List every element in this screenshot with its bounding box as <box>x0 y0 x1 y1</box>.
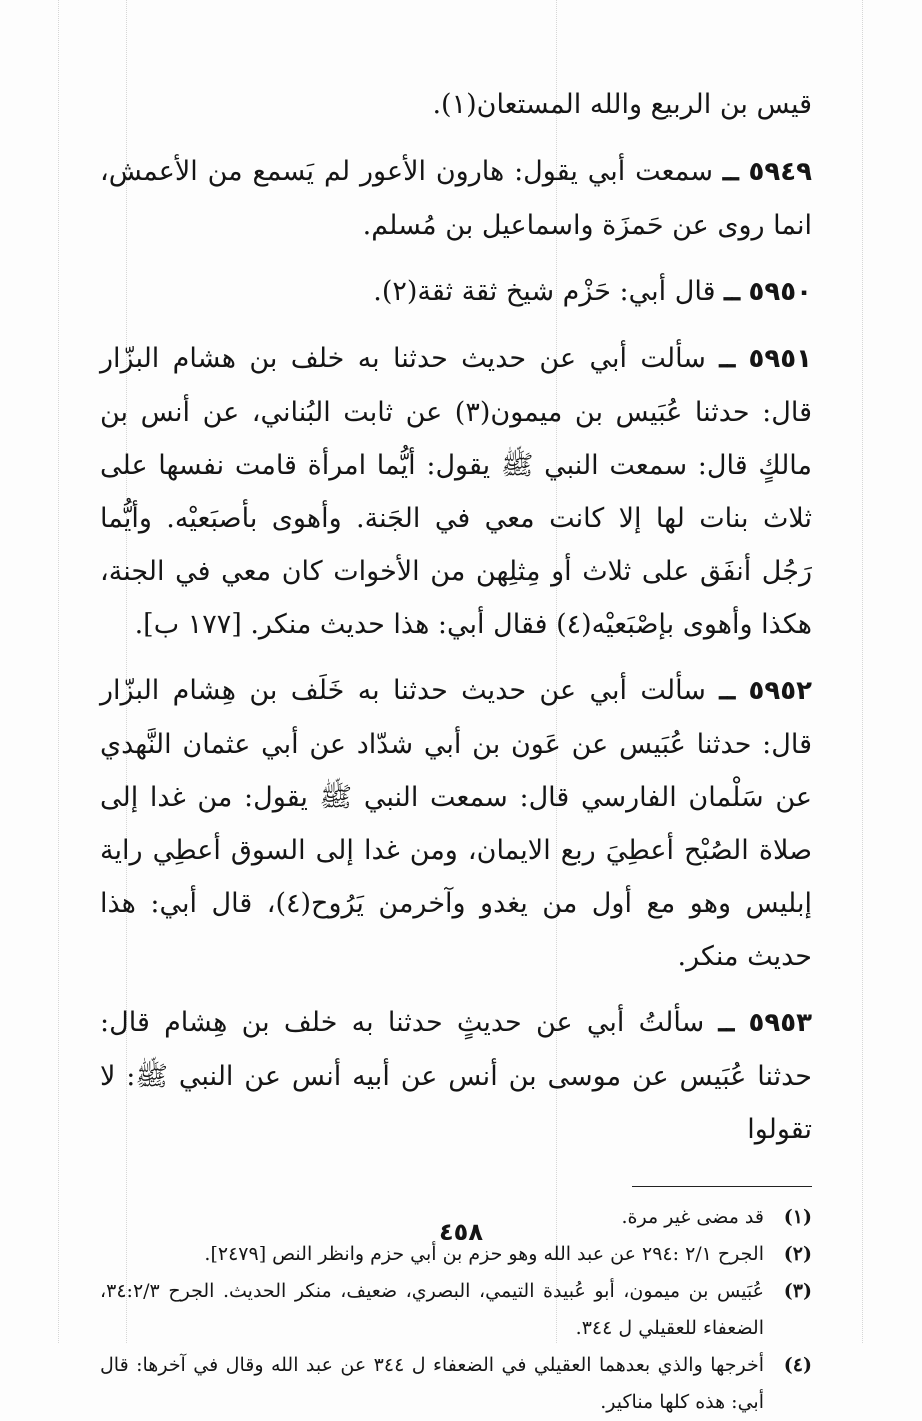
footnote-4 <box>100 1347 812 1421</box>
footnote-text: قد مضى غير مرة. <box>621 1206 764 1228</box>
footnote-text: أخرجها والذي بعدهما العقيلي في الضعفاء ل ٣٤٤ عن عبد الله وقال في آخرها: قال أبي: هذه كلها مناكير. <box>100 1354 764 1413</box>
entry-dash: ــ <box>718 1007 735 1038</box>
entry-text: قال أبي: حَزْم شيخ ثقة ثقة(٢). <box>373 276 716 307</box>
entry-text: سألتُ أبي عن حديثٍ حدثنا به خلف بن هِشام قال: حدثنا عُبَيس عن موسى بن أنس عن أبيه أنس عن النبي ﷺ: لا تقولوا <box>100 1007 812 1145</box>
entry-dash: ــ <box>719 343 736 374</box>
footnote-text: الجرح ٢/١ :٢٩٤ عن عبد الله وهو حزم بن أبي حزم وانظر النص [٢٤٧٩]. <box>204 1243 764 1265</box>
footnote-mark: (٣) <box>783 1280 812 1302</box>
entry-number: ٥٩٥٠ <box>748 277 812 307</box>
footnote-mark: (٤) <box>783 1354 812 1376</box>
footnote-text: عُبَيس بن ميمون، أبو عُبيدة التيمي، البصري، ضعيف، منكر الحديث. الجرح ٣٤:٢/٣، الضعفاء للعقيلي ل ٣٤٤. <box>100 1280 764 1339</box>
footnote-3 <box>100 1273 812 1347</box>
footnote-mark: (١) <box>783 1206 812 1228</box>
paragraph-intro <box>100 78 812 131</box>
entry-dash: ــ <box>719 675 736 706</box>
hadith-entry-5950 <box>100 265 812 319</box>
entry-dash: ــ <box>722 156 739 187</box>
entry-number: ٥٩٥١ <box>748 344 812 374</box>
page-number: ٤٥٨ <box>439 1218 483 1246</box>
hadith-entry-5952 <box>100 664 812 983</box>
paragraph-text: قيس بن الربيع والله المستعان(١). <box>432 89 812 120</box>
entry-number: ٥٩٤٩ <box>748 157 813 187</box>
entry-number: ٥٩٥٢ <box>748 676 812 706</box>
footnote-mark: (٢) <box>783 1243 812 1265</box>
hadith-entry-5951 <box>100 332 812 651</box>
entry-dash: ــ <box>724 276 740 307</box>
footnote-separator <box>632 1186 812 1187</box>
entry-number: ٥٩٥٣ <box>748 1008 812 1038</box>
entry-text: سألت أبي عن حديث حدثنا به خلف بن هشام البزّار قال: حدثنا عُبَيس بن ميمون(٣) عن ثابت البُناني، عن أنس بن مالكٍ قال: سمعت النبي ﷺ يقول: أيُّما امرأة قامت نفسها على ثلاث بنات لها إلا كانت معي في الجَنة. وأهوى بأصبَعيْه. وأيُّما رَجُل أنفَق على ثلاث أو مِثلِهن من الأخوات كان معي في الجنة، هكذا وأهوى بإصْبَعيْه(٤) فقال أبي: هذا حديث منكر. [١٧٧ ب]. <box>100 343 812 640</box>
hadith-entry-5953 <box>100 996 812 1156</box>
hadith-entry-5949 <box>100 145 812 252</box>
entry-text: سمعت أبي يقول: هارون الأعور لم يَسمع من الأعمش، انما روى عن حَمزَة واسماعيل بن مُسلم. <box>100 156 812 241</box>
entry-text: سألت أبي عن حديث حدثنا به خَلَف بن هِشام البزّار قال: حدثنا عُبَيس عن عَون بن أبي شدّاد عن أبي عثمان النَّهدي عن سَلْمان الفارسي قال: سمعت النبي ﷺ يقول: من غدا إلى صلاة الصُبْح أعطِيَ ربع الايمان، ومن غدا إلى السوق أعطِي راية إبليس وهو مع أول من يغدو وآخرمن يَرُوح(٤)، قال أبي: هذا حديث منكر. <box>100 675 812 972</box>
